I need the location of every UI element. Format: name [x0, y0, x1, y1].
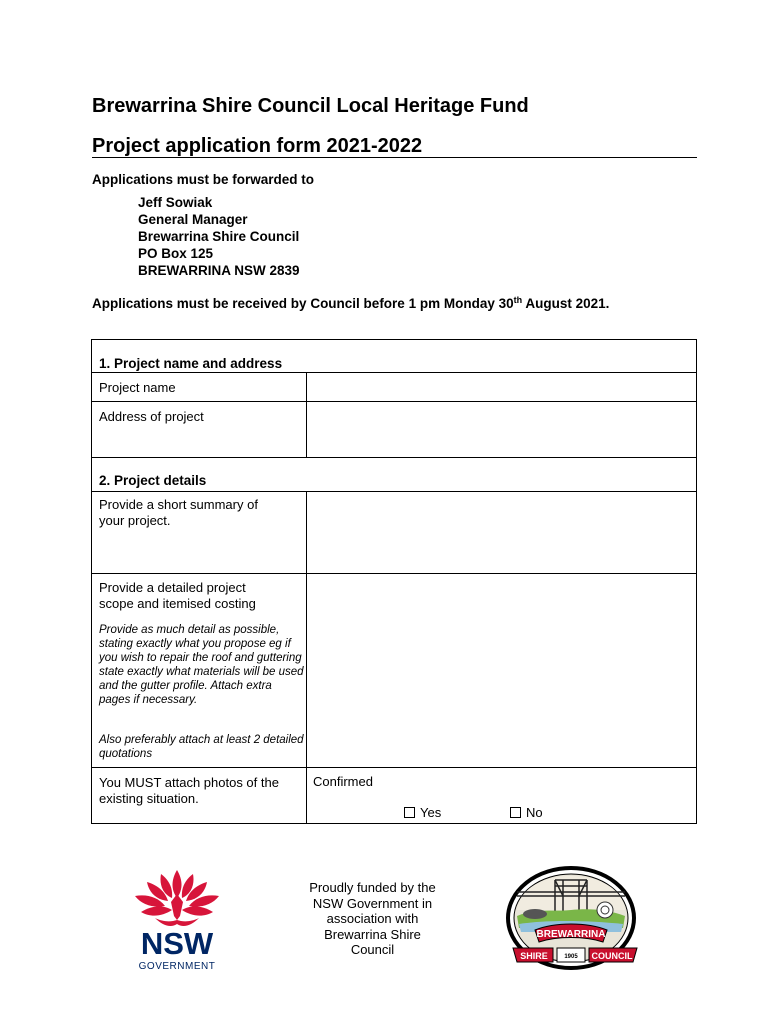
government-wordmark: GOVERNMENT	[138, 961, 216, 972]
no-label: No	[526, 805, 543, 820]
logo-banner-shire: SHIRE	[520, 951, 548, 961]
summary-field[interactable]	[307, 492, 696, 573]
section-1-heading: 1. Project name and address	[99, 356, 283, 371]
photos-label-line: existing situation.	[99, 791, 199, 806]
photos-label-line: You MUST attach photos of the	[99, 775, 279, 790]
row-divider	[92, 457, 696, 458]
brewarrina-shire-council-logo	[505, 866, 645, 976]
title-divider	[92, 157, 697, 158]
nsw-government-logo	[125, 866, 230, 974]
yes-label: Yes	[420, 805, 442, 820]
form-title: Brewarrina Shire Council Local Heritage Fund	[92, 95, 529, 117]
fish-icon	[523, 909, 547, 919]
project-address-label: Address of project	[99, 409, 204, 424]
scope-label-line: Provide a detailed project	[99, 580, 246, 595]
scope-label-line: scope and itemised costing	[99, 596, 256, 611]
project-name-label: Project name	[99, 380, 176, 395]
funding-line: Council	[350, 942, 395, 957]
funding-line: Brewarrina Shire	[324, 926, 421, 942]
ram-icon	[597, 902, 613, 918]
no-option[interactable]	[510, 805, 543, 820]
no-checkbox[interactable]	[510, 807, 521, 818]
photos-label	[99, 775, 279, 807]
summary-label-line: your project.	[99, 513, 171, 528]
logo-banner-brewarrina: BREWARRINA	[536, 929, 606, 940]
address-line: BREWARRINA NSW 2839	[138, 263, 300, 278]
yes-option[interactable]	[404, 805, 441, 820]
mailing-address	[138, 194, 300, 279]
scope-instructions: Provide as much detail as possible, stating exactly what you propose eg if you wish to repair the roof and guttering state exactly what materials will be used and the gutter profile. Attach extra pages if necessary.	[99, 624, 304, 706]
address-line: General Manager	[138, 212, 248, 227]
quotation-note: Also preferably attach at least 2 detailed quotations	[99, 734, 304, 760]
address-line: PO Box 125	[138, 246, 214, 261]
funding-statement	[296, 880, 449, 958]
summary-label-line: Provide a short summary of	[99, 497, 258, 512]
project-name-field[interactable]	[307, 373, 696, 401]
form-subtitle: Project application form 2021-2022	[92, 135, 423, 157]
funding-line: NSW Government in	[312, 895, 433, 911]
logo-banner-council: COUNCIL	[591, 951, 633, 961]
scope-label	[99, 580, 256, 612]
application-form	[91, 339, 697, 824]
row-divider	[92, 767, 696, 768]
deadline-notice	[92, 296, 609, 311]
funding-line: association with	[326, 911, 419, 926]
address-line: Brewarrina Shire Council	[138, 229, 300, 244]
forwarding-heading: Applications must be forwarded to	[92, 172, 315, 187]
waratah-flower-icon	[135, 870, 219, 926]
logo-year: 1905	[564, 954, 578, 960]
nsw-wordmark: NSW	[140, 926, 214, 961]
address-line: Jeff Sowiak	[138, 195, 213, 210]
deadline-ordinal: th	[513, 295, 523, 305]
scope-field[interactable]	[307, 574, 696, 767]
confirmed-label: Confirmed	[313, 774, 373, 789]
project-address-field[interactable]	[307, 402, 696, 457]
summary-label	[99, 497, 258, 529]
deadline-text: Applications must be received by Council before 1 pm Monday 30	[92, 296, 514, 311]
funding-line: Proudly funded by the	[309, 880, 436, 895]
yes-checkbox[interactable]	[404, 807, 415, 818]
section-2-heading: 2. Project details	[99, 473, 207, 488]
deadline-text-end: August 2021.	[522, 296, 610, 311]
